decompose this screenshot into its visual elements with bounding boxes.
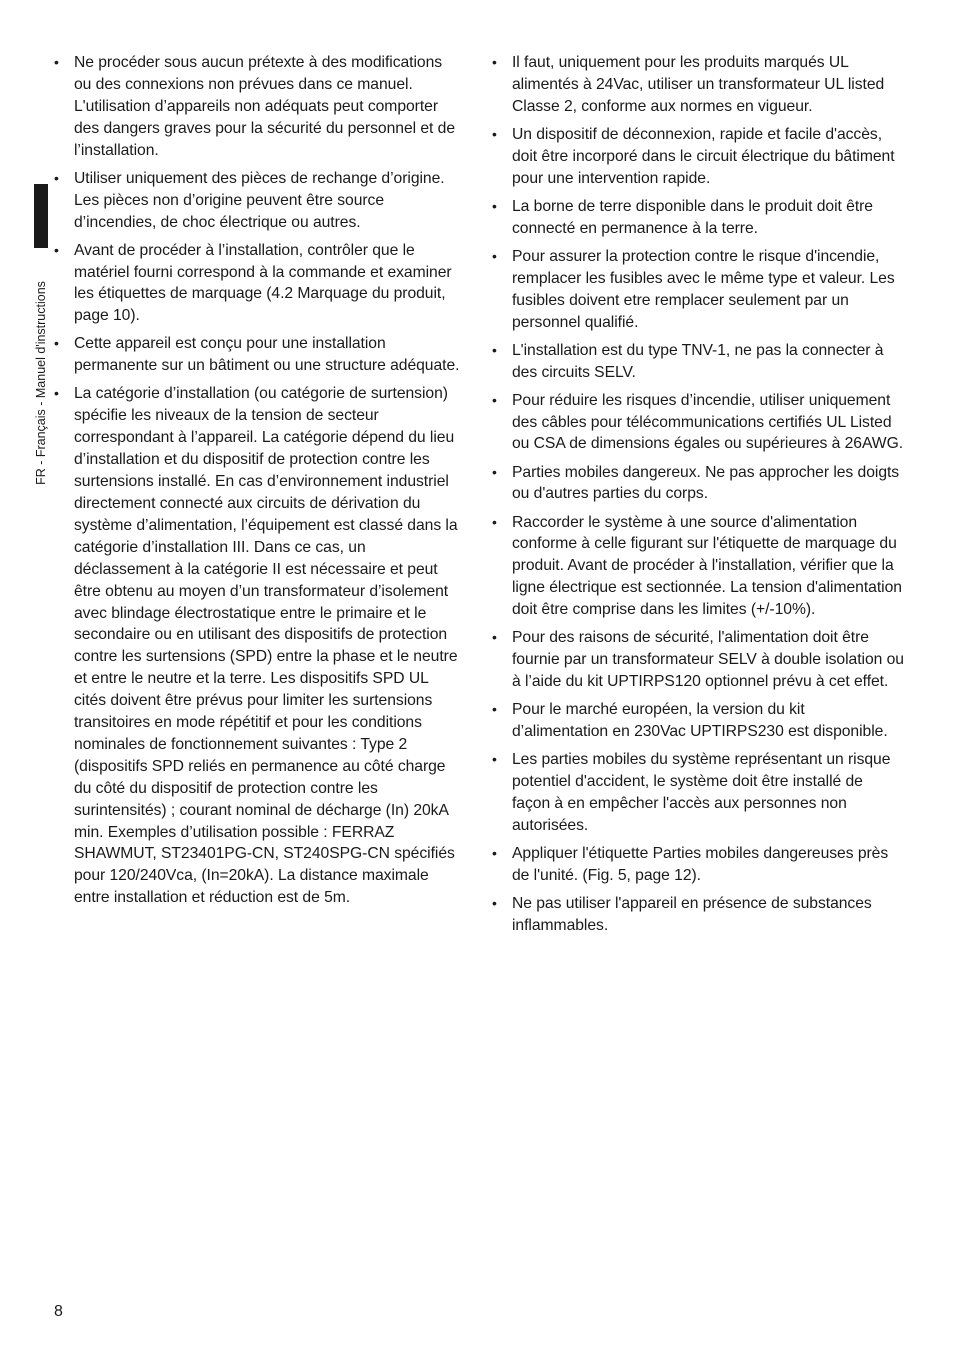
list-item-text: Parties mobiles dangereux. Ne pas approcher les doigts ou d'autres parties du corps. xyxy=(512,463,900,503)
list-item-text: Appliquer l'étiquette Parties mobiles dangereuses près de l'unité. (Fig. 5, page 12). xyxy=(512,844,889,884)
list-item-text: L'installation est du type TNV-1, ne pas la connecter à des circuits SELV. xyxy=(512,341,884,381)
list-item xyxy=(492,699,904,743)
bullet-icon: • xyxy=(54,241,59,258)
left-column xyxy=(54,52,462,915)
bullet-icon: • xyxy=(492,341,497,358)
list-item xyxy=(492,512,904,622)
bullet-icon: • xyxy=(54,335,59,352)
bullet-icon: • xyxy=(492,125,497,142)
list-item-text: Pour assurer la protection contre le risque d'incendie, remplacer les fusibles avec le même type et valeur. Les fusibles doivent etre remplacer seulement par un personnel qualifié. xyxy=(512,247,895,331)
list-item-text: Il faut, uniquement pour les produits marqués UL alimentés à 24Vac, utiliser un transformateur UL listed Classe 2, conforme aux normes en vigueur. xyxy=(512,54,885,115)
list-item xyxy=(54,240,462,328)
bullet-icon: • xyxy=(54,169,59,186)
list-item xyxy=(54,383,462,909)
right-column xyxy=(492,52,904,943)
list-item xyxy=(54,52,462,162)
list-item xyxy=(492,462,904,506)
bullet-icon: • xyxy=(492,844,497,861)
list-item xyxy=(492,124,904,190)
bullet-icon: • xyxy=(54,54,59,70)
list-item-text: Utiliser uniquement des pièces de rechange d’origine. Les pièces non d’origine peuvent être source d’incendies, de choc électrique ou autres. xyxy=(74,169,445,231)
list-item-text: Pour le marché européen, la version du kit d’alimentation en 230Vac UPTIRPS230 est disponible. xyxy=(512,701,888,741)
list-item-text: Pour réduire les risques d’incendie, utiliser uniquement des câbles pour télécommunications certifiés UL Listed ou CSA de dimensions égales ou supérieures à 26AWG. xyxy=(512,391,904,453)
bullet-icon: • xyxy=(492,463,497,480)
list-item xyxy=(492,893,904,937)
list-item xyxy=(492,340,904,384)
left-bullet-list xyxy=(54,52,462,909)
list-item xyxy=(492,749,904,837)
section-marker-tab xyxy=(34,184,48,248)
list-item xyxy=(492,843,904,887)
side-section-label: FR - Français - Manuel d'instructions xyxy=(34,281,48,485)
right-bullet-list xyxy=(492,52,904,937)
bullet-icon: • xyxy=(492,513,497,530)
list-item-text: Ne procéder sous aucun prétexte à des modifications ou des connexions non prévues dans ce manuel. L'utilisation d’appareils non adéquats peut comporter des dangers graves pour la sécurité du personnel et de l’installation. xyxy=(74,54,456,159)
bullet-icon: • xyxy=(492,701,497,718)
list-item xyxy=(492,52,904,118)
list-item xyxy=(54,168,462,234)
list-item-text: Un dispositif de déconnexion, rapide et facile d'accès, doit être incorporé dans le circuit électrique du bâtiment pour une intervention rapide. xyxy=(512,125,895,187)
list-item xyxy=(492,627,904,693)
bullet-icon: • xyxy=(492,197,497,214)
bullet-icon: • xyxy=(492,629,497,646)
list-item-text: Ne pas utiliser l'appareil en présence de substances inflammables. xyxy=(512,894,872,934)
list-item xyxy=(492,390,904,456)
list-item-text: Les parties mobiles du système représentant un risque potentiel d'accident, le système doit être installé de façon à en empêcher l'accès aux personnes non autorisées. xyxy=(512,751,891,834)
bullet-icon: • xyxy=(54,385,59,402)
list-item xyxy=(492,196,904,240)
list-item-text: Avant de procéder à l’installation, contrôler que le matériel fourni correspond à la commande et examiner les étiquettes de marquage (4.2 Marquage du produit, page 10). xyxy=(74,241,452,325)
bullet-icon: • xyxy=(492,894,497,911)
list-item xyxy=(492,246,904,334)
list-item xyxy=(54,333,462,377)
page-number: 8 xyxy=(54,1303,63,1320)
list-item-text: La catégorie d’installation (ou catégorie de surtension) spécifie les niveaux de la tension de secteur correspondant à l’appareil. La catégorie dépend du lieu d’installation et du dispositif de protection contre les surtensions installé. En cas d’environnement industriel directement connecté aux circuits de dérivation du système d’alimentation, l’équipement est classé dans la catégorie d’installation III. Dans ce cas, un déclassement à la catégorie II est nécessaire et peut être obtenu au moyen d’un transformateur d’isolement avec blindage électrostatique entre le primaire et le secondaire ou en utilisant des dispositifs de protection contre les surtensions (SPD) entre la phase et le neutre et entre le neutre et la terre. Les dispositifs SPD UL cités doivent être prévus pour limiter les surtensions transitoires en mode répétitif et pour les conditions nominales de fonctionnement suivantes : Type 2 (dispositifs SPD reliés en permanence au côté charge du côté du dispositif de protection contre les surintensités) ; courant nominal de décharge (In) 20kA min. Exemples d’utilisation possible : FERRAZ SHAWMUT, ST23401PG-CN, ST240SPG-CN spécifiés pour 120/240Vca, (In=20kA). La distance maximale entre installation et réduction est de 5m. xyxy=(74,385,458,907)
list-item-text: Cette appareil est conçu pour une installation permanente sur un bâtiment ou une structure adéquate. xyxy=(74,335,460,375)
bullet-icon: • xyxy=(492,247,497,264)
bullet-icon: • xyxy=(492,54,497,70)
list-item-text: Pour des raisons de sécurité, l'alimentation doit être fournie par un transformateur SELV à double isolation ou à l’aide du kit UPTIRPS120 optionnel prévu à cet effet. xyxy=(512,629,904,691)
bullet-icon: • xyxy=(492,751,497,768)
bullet-icon: • xyxy=(492,391,497,408)
list-item-text: La borne de terre disponible dans le produit doit être connecté en permanence à la terre. xyxy=(512,197,873,237)
list-item-text: Raccorder le système à une source d'alimentation conforme à celle figurant sur l'étiquette de marquage du produit. Avant de procéder à l'installation, vérifier que la ligne électrique est sectionnée. La tension d'alimentation doit être comprise dans les limites (+/-10%). xyxy=(512,513,902,619)
